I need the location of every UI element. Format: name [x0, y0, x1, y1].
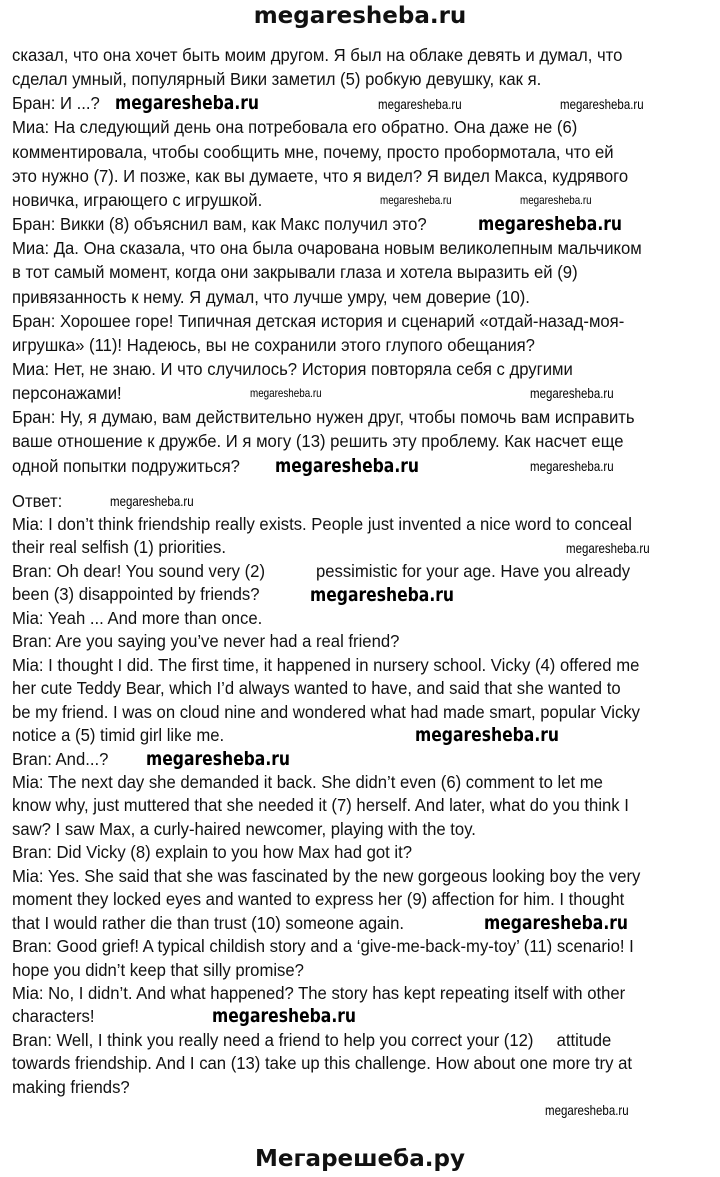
text-line: Mia: I thought I did. The first time, it happened in nursery school. Vicky (4) offered me	[12, 654, 640, 675]
watermark: megaresheba.ru	[310, 584, 455, 606]
text-line: привязанность к нему. Я думал, что лучше умру, чем доверие (10).	[12, 286, 530, 307]
text-line: been (3) disappointed by friends?	[12, 584, 260, 605]
watermark: megaresheba.ru	[250, 386, 322, 400]
text-line: that I would rather die than trust (10) someone again.	[12, 912, 405, 933]
text-line: Bran: Well, I think you really need a friend to help you correct your (12) attitude	[12, 1029, 612, 1050]
text-line: Миа: Нет, не знаю. И что случилось? История повторяла себя с другими	[12, 358, 573, 379]
text-line: notice a (5) timid girl like me.	[12, 725, 225, 746]
text-line: Bran: Good grief! A typical childish story and a ‘give-me-back-my-toy’ (11) scenario! I	[12, 936, 634, 957]
text-line: одной попытки подружиться?	[12, 455, 240, 476]
text-line: Mia: I don’t think friendship really exists. People just invented a nice word to conceal	[12, 514, 632, 534]
text-line: their real selfish (1) priorities.	[12, 537, 227, 558]
text-line: персонажами!	[12, 383, 122, 404]
watermark: megaresheba.ru	[380, 193, 452, 207]
watermark: megaresheba.ru	[378, 96, 462, 112]
watermark: megaresheba.ru	[545, 1102, 629, 1118]
text-line: moment they locked eyes and wanted to express her (9) affection for him. I thought	[12, 889, 625, 910]
site-header: megaresheba.ru	[253, 3, 467, 29]
watermark: megaresheba.ru	[566, 540, 650, 556]
watermark: megaresheba.ru	[478, 213, 623, 235]
text-line: Миа: Да. Она сказала, что она была очарована новым великолепным мальчиком	[12, 238, 642, 259]
text-line: know why, just muttered that she needed it (7) herself. And later, what do you think I	[12, 795, 629, 816]
text-line: сделал умный, популярный Вики заметил (5) робкую девушку, как я.	[12, 69, 542, 90]
text-line: Bran: Oh dear! You sound very (2) pessimistic for your age. Have you already	[12, 560, 631, 581]
text-line: Bran: Did Vicky (8) explain to you how Max had got it?	[12, 842, 413, 863]
text-line: Mia: Yeah ... And more than once.	[12, 607, 263, 628]
text-line: Бран: Викки (8) объяснил вам, как Макс получил это?	[12, 214, 427, 235]
watermark: megaresheba.ru	[415, 724, 560, 746]
text-line: Mia: Yes. She said that she was fascinated by the new gorgeous looking boy the very	[12, 865, 641, 886]
watermark: megaresheba.ru	[275, 455, 420, 477]
text-line: saw? I saw Max, a curly-haired newcomer, playing with the toy.	[12, 818, 476, 839]
text-line: making friends?	[12, 1076, 130, 1097]
watermark: megaresheba.ru	[560, 96, 644, 112]
text-line: towards friendship. And I can (13) take up this challenge. How about one more try at	[12, 1053, 632, 1074]
watermark: megaresheba.ru	[530, 458, 614, 474]
text-line: be my friend. I was on cloud nine and wondered what had made smart, popular Vicky	[12, 701, 641, 722]
text-line: Mia: The next day she demanded it back. She didn’t even (6) comment to let me	[12, 771, 603, 792]
text-line: her cute Teddy Bear, which I’d always wanted to have, and said that she wanted to	[12, 678, 621, 699]
text-line: в тот самый момент, когда они закрывали глаза и хотела выразить ей (9)	[12, 262, 578, 283]
text-line: characters!	[12, 1006, 95, 1027]
text-line: комментировала, чтобы сообщить мне, почему, просто пробормотала, что ей	[12, 141, 614, 162]
text-line: hope you didn’t keep that silly promise?	[12, 959, 304, 980]
text-line: Бран: И ...?	[12, 93, 100, 114]
watermark: megaresheba.ru	[530, 385, 614, 401]
text-line: Бран: Хорошее горе! Типичная детская история и сценарий «отдай-назад-моя-	[12, 310, 625, 331]
text-line: новичка, играющего с игрушкой.	[12, 189, 263, 210]
text-line: Bran: And...?	[12, 748, 109, 769]
text-line: Mia: No, I didn’t. And what happened? The story has kept repeating itself with other	[12, 983, 626, 1003]
text-line: игрушка» (11)! Надеюсь, вы не сохранили этого глупого обещания?	[12, 334, 535, 355]
text-line: ваше отношение к дружбе. И я могу (13) решить эту проблему. Как насчет еще	[12, 431, 624, 452]
text-line: Миа: На следующий день она потребовала его обратно. Она даже не (6)	[12, 117, 578, 138]
text-line: Bran: Are you saying you’ve never had a real friend?	[12, 631, 400, 652]
watermark: megaresheba.ru	[484, 912, 629, 934]
text-line: Бран: Ну, я думаю, вам действительно нужен друг, чтобы помочь вам исправить	[12, 407, 635, 428]
text-line: сказал, что она хочет быть моим другом. Я был на облаке девять и думал, что	[12, 45, 623, 65]
watermark: megaresheba.ru	[115, 92, 260, 114]
watermark: megaresheba.ru	[110, 493, 194, 509]
watermark: megaresheba.ru	[212, 1005, 357, 1027]
watermark: megaresheba.ru	[146, 748, 291, 770]
text-line: это нужно (7). И позже, как вы думаете, что я видел? Я видел Макса, кудрявого	[12, 165, 629, 186]
answer-label: Ответ:	[12, 491, 63, 511]
watermark: megaresheba.ru	[520, 193, 592, 207]
site-footer: Мегарешеба.ру	[255, 1146, 465, 1172]
